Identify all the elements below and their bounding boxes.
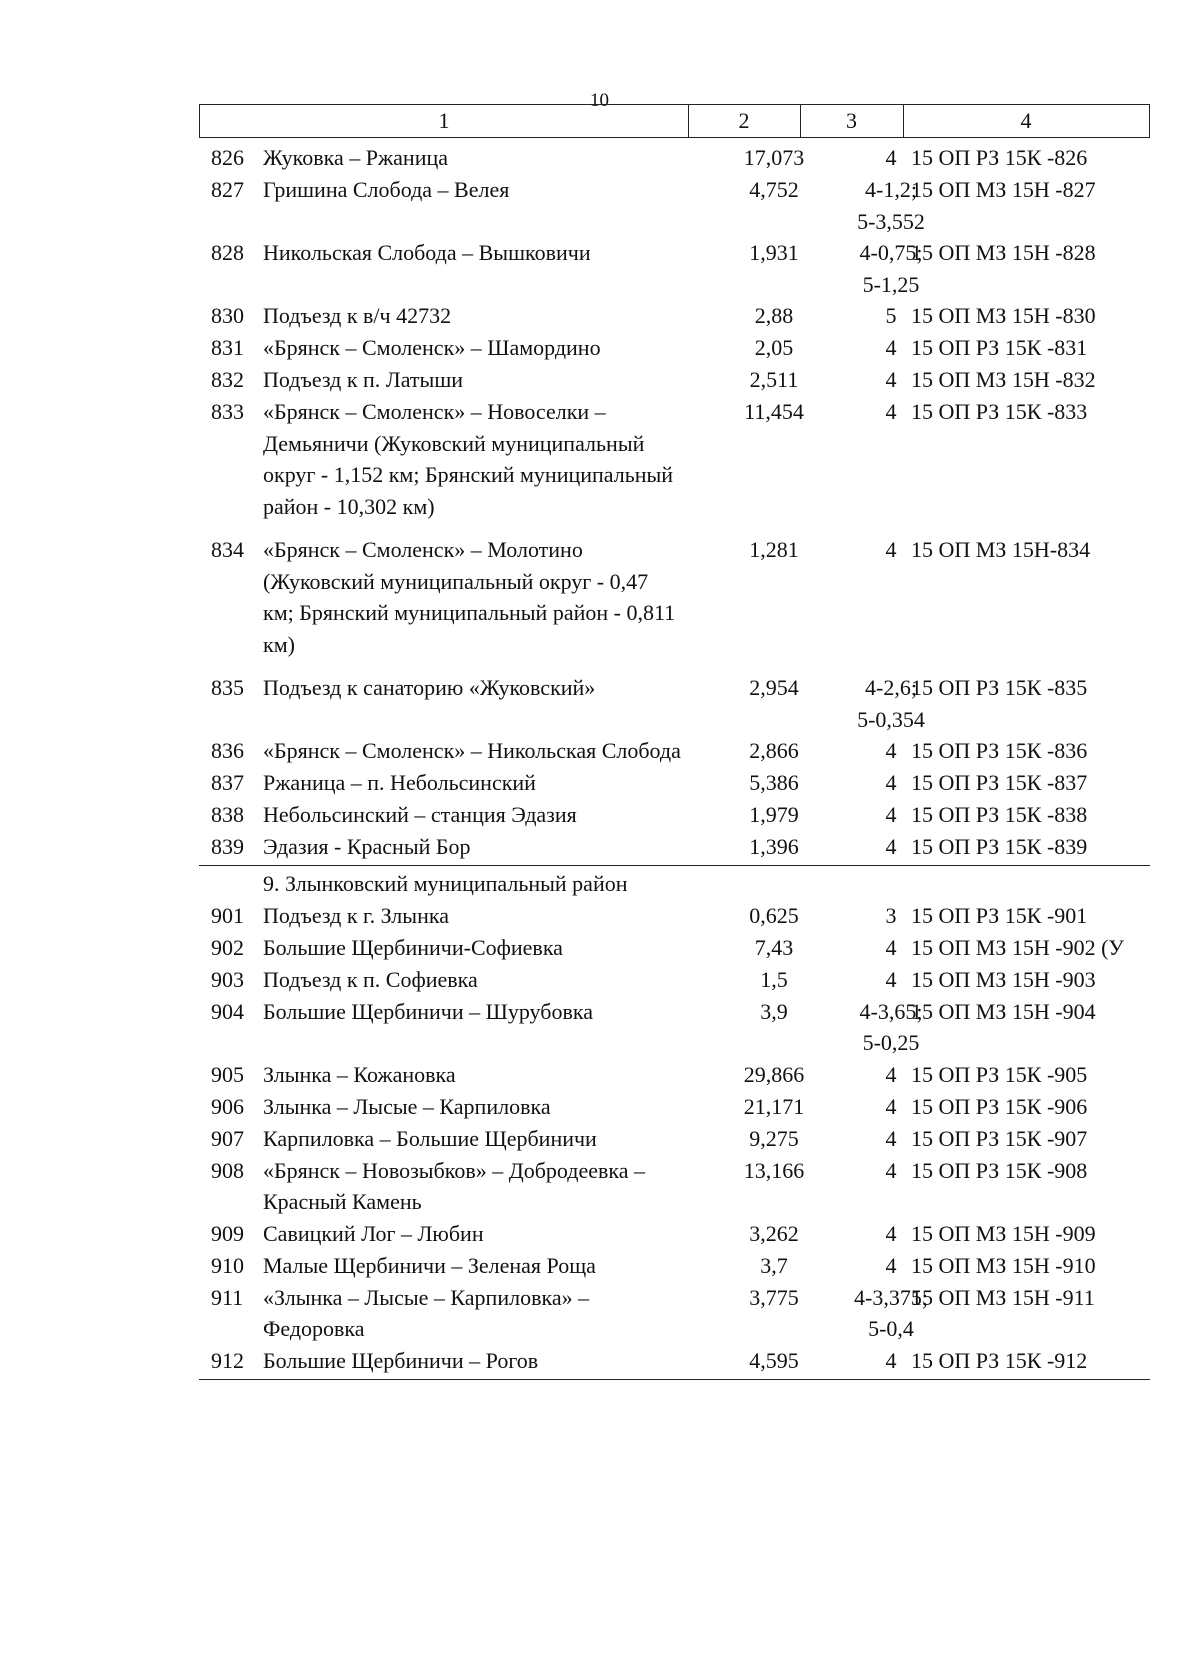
table-row bbox=[199, 996, 1150, 1059]
table-row bbox=[199, 1345, 1150, 1377]
road-name: Подъезд к г. Злынка bbox=[263, 902, 449, 928]
table-row bbox=[199, 799, 1150, 831]
road-category: 4 bbox=[885, 1125, 897, 1151]
table-row bbox=[199, 672, 1150, 735]
road-code: 15 ОП РЗ 15К -905 bbox=[911, 1061, 1088, 1087]
road-name: Подъезд к п. Софиевка bbox=[263, 966, 478, 992]
table-row bbox=[199, 1218, 1150, 1250]
road-length: 7,43 bbox=[754, 934, 794, 960]
table-row bbox=[199, 1091, 1150, 1123]
road-name: «Злынка – Лысые – Карпиловка» – Федоровка bbox=[263, 1284, 590, 1341]
road-name: «Брянск – Смоленск» – Новоселки – Демьяничи (Жуковский муниципальный округ - 1,152 км; Брянский муниципальный район - 10,302 км) bbox=[263, 399, 674, 519]
road-name: «Брянск – Смоленск» – Шамордино bbox=[263, 335, 601, 360]
road-length: 0,625 bbox=[749, 902, 799, 928]
road-category: 4 bbox=[885, 1220, 897, 1246]
road-category: 4 bbox=[885, 1347, 897, 1373]
road-name: Гришина Слобода – Велея bbox=[263, 177, 510, 202]
row-number: 828 bbox=[211, 240, 244, 265]
road-length: 2,954 bbox=[749, 675, 799, 700]
road-category: 4 bbox=[885, 1252, 897, 1278]
road-length: 1,931 bbox=[749, 240, 799, 265]
road-category: 5 bbox=[885, 303, 897, 328]
road-category: 4-2,6; 5-0,354 bbox=[857, 675, 925, 732]
road-length: 3,775 bbox=[749, 1284, 799, 1310]
road-length: 1,979 bbox=[749, 802, 799, 827]
row-number: 904 bbox=[211, 998, 244, 1024]
road-length: 1,5 bbox=[760, 966, 788, 992]
road-length: 21,171 bbox=[743, 1093, 805, 1119]
road-length: 2,511 bbox=[749, 367, 799, 392]
road-code: 15 ОП РЗ 15К -839 bbox=[911, 834, 1088, 859]
row-number: 909 bbox=[211, 1220, 244, 1246]
road-category: 4-0,75; 5-1,25 bbox=[859, 240, 923, 297]
road-code: 15 ОП МЗ 15Н -902 (У bbox=[911, 934, 1124, 960]
road-code: 15 ОП МЗ 15Н -832 bbox=[911, 367, 1096, 392]
table-row bbox=[199, 831, 1150, 863]
row-number: 826 bbox=[211, 145, 244, 170]
road-code: 15 ОП РЗ 15К -833 bbox=[911, 399, 1088, 424]
road-name: Подъезд к в/ч 42732 bbox=[263, 303, 452, 328]
table-row bbox=[199, 932, 1150, 964]
row-number: 905 bbox=[211, 1061, 244, 1087]
table-row bbox=[199, 300, 1150, 332]
header-col-2: 2 bbox=[738, 108, 750, 133]
row-number: 901 bbox=[211, 902, 244, 928]
road-name: Подъезд к п. Латыши bbox=[263, 367, 464, 392]
header-col-4: 4 bbox=[1020, 108, 1032, 133]
road-length: 17,073 bbox=[743, 145, 805, 170]
road-name: «Брянск – Смоленск» – Никольская Слобода bbox=[263, 738, 681, 763]
row-number: 839 bbox=[211, 834, 244, 859]
road-name: Жуковка – Ржаница bbox=[263, 145, 449, 170]
table-row bbox=[199, 364, 1150, 396]
road-length: 9,275 bbox=[749, 1125, 799, 1151]
road-category: 4 bbox=[885, 399, 897, 424]
roads-table bbox=[199, 142, 1150, 1382]
road-code: 15 ОП РЗ 15К -901 bbox=[911, 902, 1088, 928]
row-number: 827 bbox=[211, 177, 244, 202]
table-row bbox=[199, 174, 1150, 237]
row-number: 833 bbox=[211, 399, 244, 424]
road-category: 4-3,375; 5-0,4 bbox=[854, 1284, 928, 1341]
road-length: 3,262 bbox=[749, 1220, 799, 1246]
road-name: Савицкий Лог – Любин bbox=[263, 1220, 484, 1246]
road-code: 15 ОП МЗ 15Н -911 bbox=[911, 1284, 1095, 1310]
road-name: Подъезд к санаторию «Жуковский» bbox=[263, 675, 596, 700]
road-code: 15 ОП РЗ 15К -831 bbox=[911, 335, 1088, 360]
road-name: Карпиловка – Большие Щербиничи bbox=[263, 1125, 597, 1151]
road-code: 15 ОП РЗ 15К -907 bbox=[911, 1125, 1088, 1151]
table-row bbox=[199, 735, 1150, 767]
row-number: 830 bbox=[211, 303, 244, 328]
road-category: 4 bbox=[885, 738, 897, 763]
road-name: «Брянск – Новозыбков» – Добродеевка – Красный Камень bbox=[263, 1157, 646, 1214]
road-code: 15 ОП РЗ 15К -837 bbox=[911, 770, 1088, 795]
row-number: 903 bbox=[211, 966, 244, 992]
road-name: Злынка – Лысые – Карпиловка bbox=[263, 1093, 551, 1119]
road-code: 15 ОП МЗ 15Н -827 bbox=[911, 177, 1096, 202]
road-code: 15 ОП РЗ 15К -912 bbox=[911, 1347, 1088, 1373]
row-number: 907 bbox=[211, 1125, 244, 1151]
row-number: 835 bbox=[211, 675, 244, 700]
table-row bbox=[199, 332, 1150, 364]
table-row bbox=[199, 534, 1150, 660]
road-code: 15 ОП МЗ 15Н -909 bbox=[911, 1220, 1096, 1246]
table-body-bottom bbox=[199, 900, 1150, 1377]
header-col-1: 1 bbox=[438, 108, 450, 133]
road-name: Большие Щербиничи – Рогов bbox=[263, 1347, 539, 1373]
road-category: 4 bbox=[885, 537, 897, 562]
road-code: 15 ОП МЗ 15Н-834 bbox=[911, 537, 1091, 562]
table-row bbox=[199, 900, 1150, 932]
row-number: 836 bbox=[211, 738, 244, 763]
table-row bbox=[199, 1155, 1150, 1218]
row-number: 832 bbox=[211, 367, 244, 392]
row-number: 838 bbox=[211, 802, 244, 827]
road-name: Небольсинский – станция Эдазия bbox=[263, 802, 577, 827]
road-code: 15 ОП РЗ 15К -906 bbox=[911, 1093, 1088, 1119]
road-length: 2,866 bbox=[749, 738, 799, 763]
road-name: «Брянск – Смоленск» – Молотино (Жуковский муниципальный округ - 0,47 км; Брянский муниципальный район - 0,811 км) bbox=[263, 537, 676, 657]
road-code: 15 ОП МЗ 15Н -903 bbox=[911, 966, 1096, 992]
road-code: 15 ОП РЗ 15К -826 bbox=[911, 145, 1088, 170]
table-body-top bbox=[199, 142, 1150, 863]
road-category: 4 bbox=[885, 1093, 897, 1119]
row-number: 910 bbox=[211, 1252, 244, 1278]
road-category: 4 bbox=[885, 834, 897, 859]
road-length: 11,454 bbox=[744, 399, 804, 424]
road-category: 4 bbox=[885, 770, 897, 795]
road-length: 4,752 bbox=[749, 177, 799, 202]
page-number: 10 bbox=[590, 90, 609, 111]
section-title: 9. Злынковский муниципальный район bbox=[263, 871, 628, 896]
road-code: 15 ОП МЗ 15Н -910 bbox=[911, 1252, 1096, 1278]
road-length: 2,88 bbox=[754, 303, 794, 328]
road-category: 4 bbox=[885, 335, 897, 360]
table-row bbox=[199, 1250, 1150, 1282]
road-category: 4 bbox=[885, 367, 897, 392]
road-name: Ржаница – п. Небольсинский bbox=[263, 770, 536, 795]
road-code: 15 ОП МЗ 15Н -828 bbox=[911, 240, 1096, 265]
road-length: 1,396 bbox=[749, 834, 799, 859]
road-code: 15 ОП МЗ 15Н -904 bbox=[911, 998, 1096, 1024]
road-category: 4 bbox=[885, 966, 897, 992]
road-length: 1,281 bbox=[749, 537, 799, 562]
road-name: Большие Щербиничи-Софиевка bbox=[263, 934, 563, 960]
table-row bbox=[199, 1282, 1150, 1345]
road-name: Большие Щербиничи – Шурубовка bbox=[263, 998, 593, 1024]
road-length: 5,386 bbox=[749, 770, 799, 795]
row-number: 906 bbox=[211, 1093, 244, 1119]
table-row bbox=[199, 1123, 1150, 1155]
road-category: 4 bbox=[885, 1061, 897, 1087]
row-number: 911 bbox=[211, 1284, 244, 1310]
table-row bbox=[199, 767, 1150, 799]
road-length: 3,9 bbox=[760, 998, 788, 1024]
road-length: 4,595 bbox=[749, 1347, 799, 1373]
road-category: 4-3,65; 5-0,25 bbox=[859, 998, 923, 1055]
road-code: 15 ОП МЗ 15Н -830 bbox=[911, 303, 1096, 328]
road-name: Малые Щербиничи – Зеленая Роща bbox=[263, 1252, 596, 1278]
row-number: 908 bbox=[211, 1157, 244, 1183]
road-code: 15 ОП РЗ 15К -908 bbox=[911, 1157, 1088, 1183]
road-code: 15 ОП РЗ 15К -838 bbox=[911, 802, 1088, 827]
row-number: 834 bbox=[211, 537, 244, 562]
road-category: 4 bbox=[885, 1157, 897, 1183]
road-category: 4 bbox=[885, 802, 897, 827]
road-name: Злынка – Кожановка bbox=[263, 1061, 456, 1087]
road-length: 29,866 bbox=[743, 1061, 805, 1087]
road-name: Эдазия - Красный Бор bbox=[263, 834, 471, 859]
table-row bbox=[199, 1059, 1150, 1091]
header-col-3: 3 bbox=[846, 108, 857, 133]
road-length: 13,166 bbox=[743, 1157, 805, 1183]
road-category: 4 bbox=[885, 934, 897, 960]
road-name: Никольская Слобода – Вышковичи bbox=[263, 240, 591, 265]
road-category: 4-1,2; 5-3,552 bbox=[857, 177, 925, 234]
section-divider bbox=[199, 865, 1150, 866]
road-length: 2,05 bbox=[754, 335, 794, 360]
road-length: 3,7 bbox=[760, 1252, 788, 1278]
row-number: 902 bbox=[211, 934, 244, 960]
table-bottom-rule bbox=[199, 1379, 1150, 1380]
table-header bbox=[199, 104, 1150, 138]
row-number: 831 bbox=[211, 335, 244, 360]
road-code: 15 ОП РЗ 15К -835 bbox=[911, 675, 1088, 700]
table-row bbox=[199, 396, 1150, 522]
row-number: 912 bbox=[211, 1347, 244, 1373]
table-row bbox=[199, 237, 1150, 300]
table-row bbox=[199, 964, 1150, 996]
road-category: 3 bbox=[885, 902, 897, 928]
table-row bbox=[199, 142, 1150, 174]
road-category: 4 bbox=[885, 145, 897, 170]
road-code: 15 ОП РЗ 15К -836 bbox=[911, 738, 1088, 763]
row-number: 837 bbox=[211, 770, 244, 795]
